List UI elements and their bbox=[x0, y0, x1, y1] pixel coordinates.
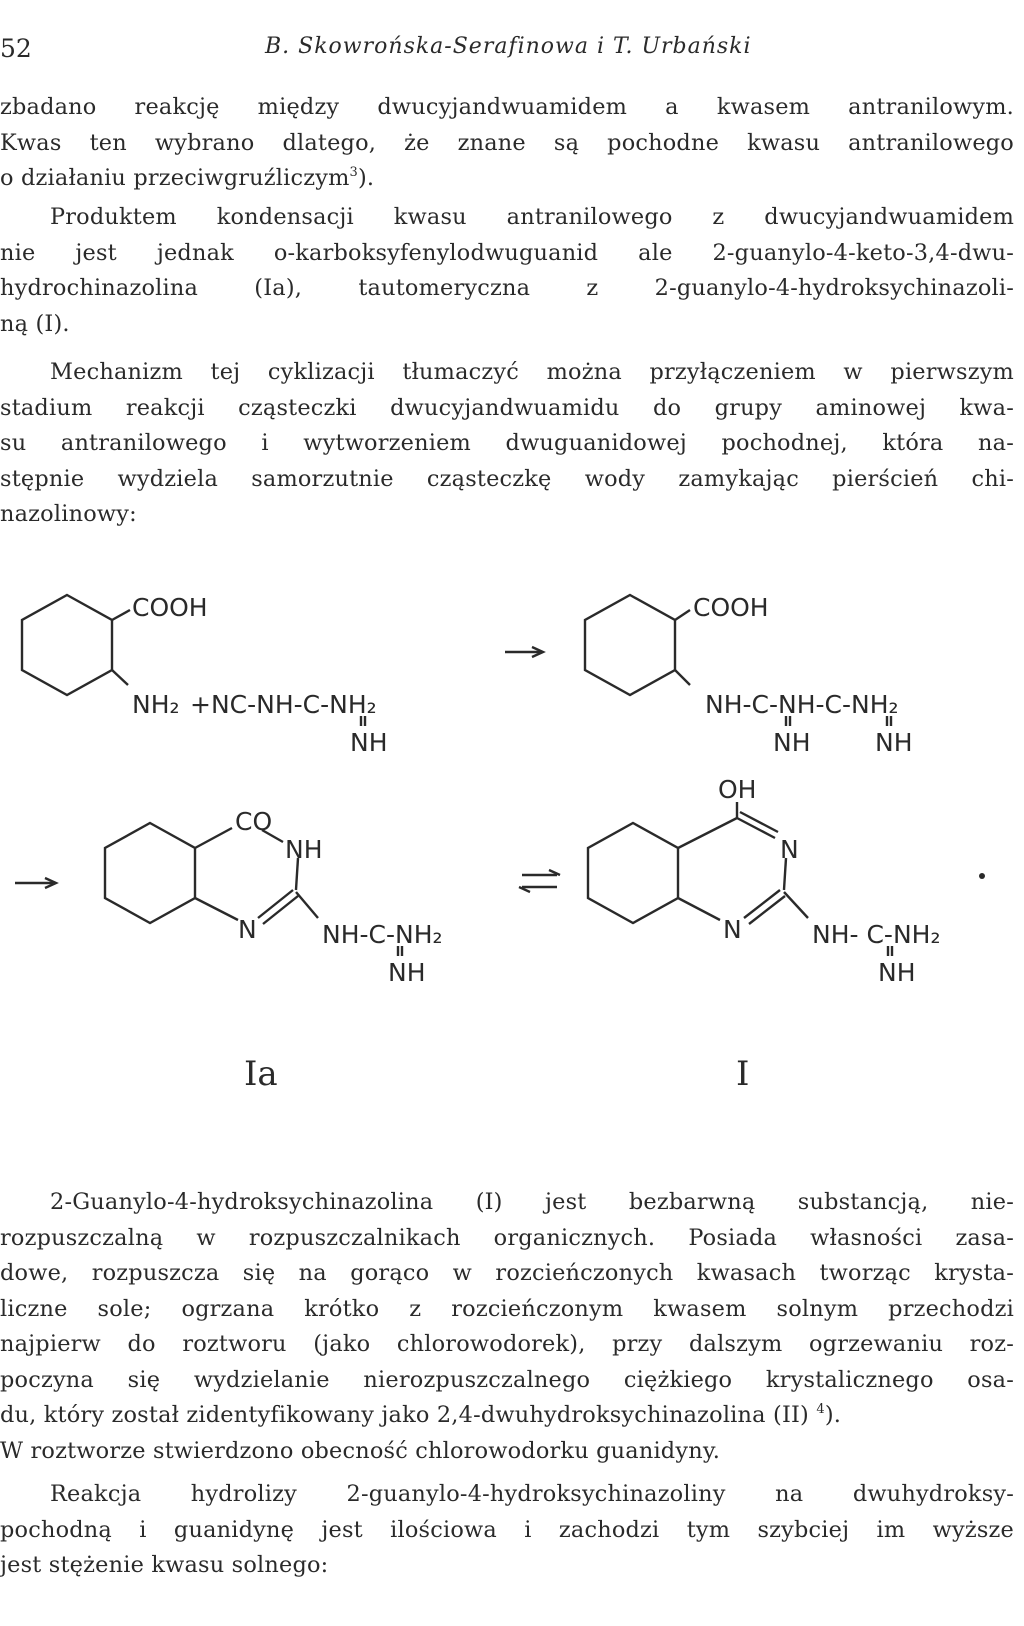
text-line: dowe, rozpuszcza się na gorąco w rozcieńczonych kwasach tworząc krysta- bbox=[0, 1260, 1014, 1286]
text-line bbox=[0, 161, 1014, 197]
bond-cooh-reactant bbox=[112, 610, 130, 620]
paragraph-condensation-product bbox=[0, 200, 1014, 342]
text-line: stadium reakcji cząsteczki dwucyjandwuamidu do grupy aminowej kwa- bbox=[0, 394, 1014, 421]
bond-nh-intermediate bbox=[675, 670, 690, 685]
text-line: 2-Guanylo-4-hydroksychinazolina (I) jest bezbarwną substancją, nie- bbox=[50, 1189, 1014, 1215]
text-line: Mechanizm tej cyklizacji tłumaczyć można przyłączeniem w pierwszym bbox=[50, 359, 1014, 385]
page-number: 52 bbox=[0, 34, 32, 63]
ia-co: CO bbox=[235, 807, 273, 836]
paragraph-mechanism bbox=[0, 355, 1014, 533]
intermediate-chain: NH-C-NH-C-NH₂ bbox=[705, 690, 899, 719]
reaction-scheme bbox=[0, 590, 1024, 1150]
text-line: W roztworze stwierdzono obecność chlorowodorku guanidyny. bbox=[0, 1437, 721, 1464]
bond-ia-c2-side bbox=[296, 892, 318, 918]
benzene-ring-reactant bbox=[22, 595, 112, 695]
compound-label-ia: Ia bbox=[244, 1054, 278, 1094]
imine-nh: NH bbox=[350, 728, 388, 757]
text-fragment: o działaniu przeciwgruźliczym bbox=[0, 165, 350, 191]
benzene-ring-intermediate bbox=[585, 595, 675, 695]
compound-label-i: I bbox=[736, 1054, 750, 1094]
text-line: nazolinowy: bbox=[0, 501, 137, 527]
i-n-top: N bbox=[780, 835, 799, 864]
ia-side-nh: NH bbox=[388, 958, 426, 987]
footnote-ref: 3 bbox=[349, 165, 358, 180]
intermediate-cooh: COOH bbox=[693, 593, 769, 622]
bond-cooh-intermediate bbox=[675, 610, 690, 620]
ia-side-chain: NH-C-NH₂ bbox=[322, 920, 443, 949]
bond-nh2-reactant bbox=[112, 670, 128, 685]
i-side-nh: NH bbox=[878, 958, 916, 987]
text-line: Kwas ten wybrano dlatego, że znane są pochodne kwasu antranilowego bbox=[0, 129, 1014, 156]
ia-n: N bbox=[238, 915, 257, 944]
text-line: pochodną i guanidynę jest ilościowa i zachodzi tym szybciej im wyższe bbox=[0, 1516, 1014, 1543]
text-line: ną (I). bbox=[0, 310, 70, 337]
cyanoguanidine: +NC-NH-C-NH₂ bbox=[190, 690, 377, 719]
bond-i-n-ring bbox=[678, 898, 720, 920]
bond-i-c2-side bbox=[784, 892, 808, 918]
text-line bbox=[0, 1398, 1014, 1434]
i-oh: OH bbox=[718, 775, 757, 804]
paragraph-properties bbox=[0, 1185, 1014, 1469]
text-line: zbadano reakcję między dwucyjandwuamidem a kwasem antranilowym. bbox=[0, 94, 1014, 120]
text-fragment: ). bbox=[824, 1402, 842, 1428]
text-line: nie jest jednak o-karboksyfenylodwuguanid ale 2-guanylo-4-keto-3,4-dwu- bbox=[0, 239, 1014, 266]
text-line: poczyna się wydzielanie nierozpuszczalnego ciężkiego krystalicznego osa- bbox=[0, 1366, 1014, 1393]
reaction-scheme-drawing bbox=[0, 590, 1024, 1150]
benzene-ring-ia bbox=[105, 823, 195, 923]
text-line: su antranilowego i wytworzeniem dwuguanidowej pochodnej, która na- bbox=[0, 430, 1014, 456]
i-n: N bbox=[723, 915, 742, 944]
reactant-nh2: NH₂ bbox=[132, 690, 180, 719]
bond-i-c4 bbox=[678, 818, 737, 848]
intermediate-nh-1: NH bbox=[773, 728, 811, 757]
text-line: rozpuszczalną w rozpuszczalnikach organicznych. Posiada własności zasa- bbox=[0, 1224, 1014, 1251]
benzene-ring-i bbox=[588, 823, 678, 923]
text-line: Produktem kondensacji kwasu antranilowego z dwucyjandwuamidem bbox=[50, 204, 1014, 230]
bond-ia-n bbox=[195, 898, 238, 920]
dot-mark bbox=[979, 873, 985, 879]
text-line: liczne sole; ogrzana krótko z rozcieńczonym kwasem solnym przechodzi bbox=[0, 1295, 1014, 1322]
bond-ia-co bbox=[195, 828, 232, 848]
footnote-ref: 4 bbox=[816, 1402, 825, 1417]
reactant-cooh: COOH bbox=[132, 593, 208, 622]
text-line: Reakcja hydrolizy 2-guanylo-4-hydroksychinazoliny na dwuhydroksy- bbox=[50, 1481, 1014, 1507]
text-line: jest stężenie kwasu solnego: bbox=[0, 1552, 329, 1578]
paragraph-intro bbox=[0, 90, 1014, 197]
ia-nh: NH bbox=[285, 835, 323, 864]
paragraph-hydrolysis bbox=[0, 1477, 1014, 1584]
text-fragment: ). bbox=[358, 165, 375, 191]
intermediate-nh-2: NH bbox=[875, 728, 913, 757]
text-line: stępnie wydziela samorzutnie cząsteczkę wody zamykając pierścień chi- bbox=[0, 465, 1014, 492]
running-header bbox=[0, 30, 1024, 70]
text-fragment: du, który został zidentyfikowany jako 2,4-dwuhydroksychinazolina (II) bbox=[0, 1402, 809, 1428]
text-line: hydrochinazolina (Ia), tautomeryczna z 2-guanylo-4-hydroksychinazoli- bbox=[0, 275, 1014, 301]
text-line: najpierw do roztworu (jako chlorowodorek), przy dalszym ogrzewaniu roz- bbox=[0, 1331, 1014, 1357]
i-side-chain: NH- C-NH₂ bbox=[812, 920, 941, 949]
running-head-authors: B. Skowrońska-Serafinowa i T. Urbański bbox=[265, 34, 752, 59]
